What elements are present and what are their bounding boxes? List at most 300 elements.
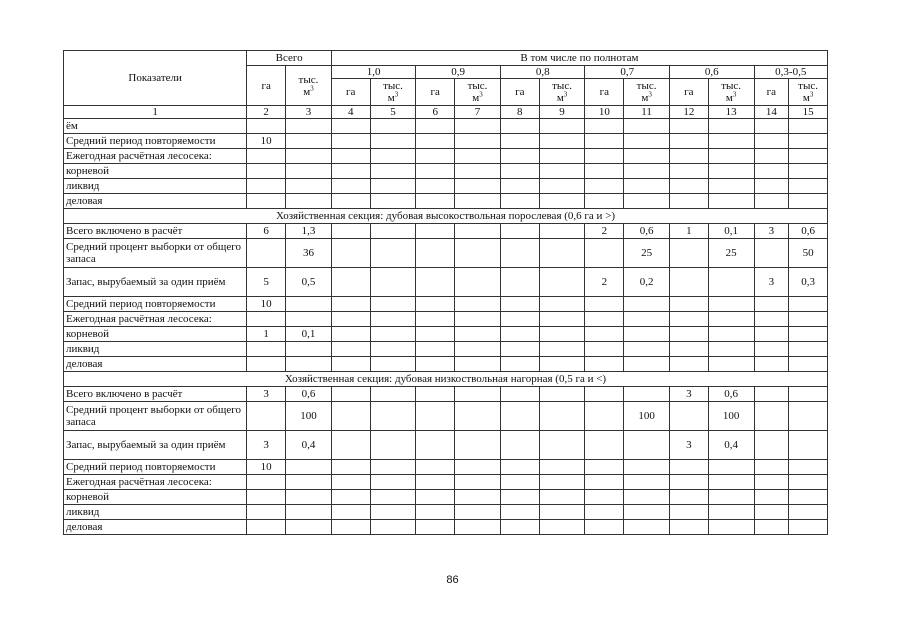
table-cell <box>455 312 501 327</box>
row-label: Запас, вырубаемый за один приём <box>64 431 247 460</box>
table-cell <box>370 149 416 164</box>
header-unit-ha-4: га <box>670 79 709 106</box>
table-cell <box>286 505 332 520</box>
table-row <box>64 179 828 194</box>
header-unit-vol-2 <box>539 79 585 106</box>
header-total-vol <box>286 66 332 106</box>
row-label: Ежегодная расчётная лесосека: <box>64 149 247 164</box>
table-cell <box>789 134 828 149</box>
header-unit-ha-5: га <box>754 79 789 106</box>
table-cell <box>789 357 828 372</box>
row-label: ликвид <box>64 342 247 357</box>
table-cell <box>370 119 416 134</box>
table-cell <box>624 490 670 505</box>
table-cell <box>247 149 286 164</box>
table-cell <box>789 327 828 342</box>
header-density-1: 0,9 <box>416 66 501 79</box>
col-number-7: 7 <box>455 106 501 119</box>
table-cell: 0,3 <box>789 268 828 297</box>
table-cell <box>286 475 332 490</box>
table-cell <box>670 402 709 431</box>
table-cell <box>539 490 585 505</box>
table-cell <box>416 134 455 149</box>
table-cell <box>789 179 828 194</box>
table-cell <box>370 402 416 431</box>
table-cell <box>624 149 670 164</box>
table-cell <box>708 149 754 164</box>
table-cell <box>754 327 789 342</box>
table-cell <box>416 460 455 475</box>
table-cell <box>286 164 332 179</box>
header-unit-vol-4 <box>708 79 754 106</box>
table-cell <box>247 357 286 372</box>
table-cell <box>455 357 501 372</box>
table-cell: 1 <box>670 224 709 239</box>
table-cell <box>754 520 789 535</box>
table-cell <box>585 297 624 312</box>
header-unit-ha-2: га <box>500 79 539 106</box>
table-cell <box>247 490 286 505</box>
table-row <box>64 490 828 505</box>
header-total: Всего <box>247 51 332 66</box>
table-cell <box>500 268 539 297</box>
table-cell: 3 <box>247 387 286 402</box>
table-cell: 10 <box>247 297 286 312</box>
table-cell <box>754 149 789 164</box>
table-cell <box>455 119 501 134</box>
section-row <box>64 209 828 224</box>
table-cell <box>455 342 501 357</box>
row-label: корневой <box>64 164 247 179</box>
table-cell <box>708 134 754 149</box>
table-cell <box>416 505 455 520</box>
table-cell <box>500 119 539 134</box>
table-cell <box>754 490 789 505</box>
table-cell: 1 <box>247 327 286 342</box>
table-cell <box>286 520 332 535</box>
table-cell: 0,4 <box>708 431 754 460</box>
table-cell <box>247 520 286 535</box>
table-cell <box>286 119 332 134</box>
unit-vol-text: тыс. <box>636 80 657 92</box>
table-cell <box>585 312 624 327</box>
table-cell <box>286 179 332 194</box>
table-cell <box>585 490 624 505</box>
table-cell <box>585 431 624 460</box>
header-row-1 <box>64 51 828 66</box>
unit-exp-text: 3 <box>732 90 737 99</box>
table-row <box>64 119 828 134</box>
table-row <box>64 149 828 164</box>
table-cell <box>500 179 539 194</box>
table-cell <box>331 268 370 297</box>
table-cell <box>670 194 709 209</box>
table-cell <box>500 342 539 357</box>
row-label: Ежегодная расчётная лесосека: <box>64 475 247 490</box>
table-cell <box>247 239 286 268</box>
table-row <box>64 342 828 357</box>
col-number-13: 13 <box>708 106 754 119</box>
table-cell: 0,4 <box>286 431 332 460</box>
table-cell <box>455 224 501 239</box>
table-cell <box>286 312 332 327</box>
table-cell <box>455 297 501 312</box>
table-cell <box>500 387 539 402</box>
table-cell <box>539 431 585 460</box>
table-cell <box>708 460 754 475</box>
table-cell <box>708 520 754 535</box>
table-cell <box>370 327 416 342</box>
table-cell <box>670 119 709 134</box>
table-cell <box>585 460 624 475</box>
table-cell <box>455 327 501 342</box>
table-cell <box>247 312 286 327</box>
table-cell <box>455 490 501 505</box>
table-cell: 0,1 <box>286 327 332 342</box>
table-cell <box>247 505 286 520</box>
row-label: корневой <box>64 490 247 505</box>
table-cell <box>754 164 789 179</box>
table-cell <box>416 357 455 372</box>
unit-vol-text: тыс. <box>383 80 403 92</box>
table-cell <box>789 520 828 535</box>
table-cell <box>416 268 455 297</box>
table-cell: 0,6 <box>789 224 828 239</box>
table-cell: 25 <box>708 239 754 268</box>
table-cell <box>754 357 789 372</box>
table-cell <box>286 149 332 164</box>
unit-vol-text: тыс. <box>721 80 742 92</box>
table-cell <box>500 239 539 268</box>
header-unit-vol-0 <box>370 79 416 106</box>
table-cell <box>670 268 709 297</box>
table-cell <box>331 387 370 402</box>
unit-exp-text: 3 <box>809 90 814 99</box>
table-cell <box>708 327 754 342</box>
table-cell <box>624 312 670 327</box>
table-cell: 36 <box>286 239 332 268</box>
row-label: деловая <box>64 357 247 372</box>
table-cell <box>539 179 585 194</box>
table-cell <box>670 179 709 194</box>
table-cell <box>455 164 501 179</box>
table-cell <box>585 357 624 372</box>
table-cell <box>624 119 670 134</box>
table-cell <box>670 327 709 342</box>
table-cell <box>331 520 370 535</box>
table-cell <box>416 149 455 164</box>
row-label: деловая <box>64 194 247 209</box>
table-cell <box>789 475 828 490</box>
table-cell <box>754 179 789 194</box>
table-cell <box>455 475 501 490</box>
table-cell <box>331 179 370 194</box>
table-cell: 3 <box>670 431 709 460</box>
table-cell <box>624 505 670 520</box>
table-cell <box>585 194 624 209</box>
table-row <box>64 460 828 475</box>
table-cell <box>708 357 754 372</box>
table-cell <box>754 194 789 209</box>
table-cell <box>247 475 286 490</box>
table-cell: 10 <box>247 460 286 475</box>
table-cell: 2 <box>585 224 624 239</box>
section-title: Хозяйственная секция: дубовая высокоствольная порослевая (0,6 га и >) <box>64 209 828 224</box>
table-row <box>64 431 828 460</box>
col-number-8: 8 <box>500 106 539 119</box>
table-cell: 3 <box>754 224 789 239</box>
table-cell <box>754 342 789 357</box>
table-cell <box>789 431 828 460</box>
table-cell <box>455 194 501 209</box>
table-cell <box>624 327 670 342</box>
table-row <box>64 239 828 268</box>
table-cell <box>370 224 416 239</box>
table-row <box>64 520 828 535</box>
table-cell <box>370 505 416 520</box>
table-cell <box>754 460 789 475</box>
table-cell: 100 <box>624 402 670 431</box>
table-cell <box>286 297 332 312</box>
unit-m-text: м <box>387 92 395 104</box>
table-cell <box>624 387 670 402</box>
table-cell <box>286 134 332 149</box>
table-cell <box>416 224 455 239</box>
col-number-10: 10 <box>585 106 624 119</box>
header-unit-vol-1 <box>455 79 501 106</box>
unit-vol-text: тыс. <box>298 73 319 86</box>
table-cell: 0,6 <box>286 387 332 402</box>
table-cell <box>624 342 670 357</box>
table-cell <box>624 431 670 460</box>
col-number-11: 11 <box>624 106 670 119</box>
table-cell <box>331 431 370 460</box>
table-cell <box>539 387 585 402</box>
table-cell <box>416 239 455 268</box>
table-cell <box>585 505 624 520</box>
table-cell <box>416 342 455 357</box>
table-cell <box>585 134 624 149</box>
col-number-1: 1 <box>64 106 247 119</box>
table-cell <box>670 357 709 372</box>
table-row <box>64 268 828 297</box>
row-label: Средний период повторяемости <box>64 460 247 475</box>
table-cell: 2 <box>585 268 624 297</box>
table-row <box>64 327 828 342</box>
table-row <box>64 402 828 431</box>
table-cell <box>754 402 789 431</box>
table-cell: 3 <box>754 268 789 297</box>
table-cell <box>286 460 332 475</box>
table-cell <box>624 179 670 194</box>
section-title: Хозяйственная секция: дубовая низкоствольная нагорная (0,5 га и <) <box>64 372 828 387</box>
table-cell <box>789 460 828 475</box>
table-cell <box>416 402 455 431</box>
unit-exp-text: 3 <box>394 90 399 99</box>
table-cell <box>585 164 624 179</box>
col-number-6: 6 <box>416 106 455 119</box>
table-cell <box>370 239 416 268</box>
table-cell <box>370 342 416 357</box>
table-cell <box>789 505 828 520</box>
table-cell <box>500 224 539 239</box>
table-cell: 3 <box>670 387 709 402</box>
table-cell <box>286 194 332 209</box>
table-cell <box>754 505 789 520</box>
table-cell <box>416 327 455 342</box>
table-cell <box>500 312 539 327</box>
table-cell <box>585 475 624 490</box>
header-density-2: 0,8 <box>500 66 585 79</box>
table-cell <box>416 312 455 327</box>
table-cell <box>624 520 670 535</box>
table-cell <box>331 239 370 268</box>
table-cell <box>585 342 624 357</box>
table-cell <box>331 490 370 505</box>
unit-m-text: м <box>472 92 480 104</box>
table-cell <box>754 239 789 268</box>
table-cell: 0,5 <box>286 268 332 297</box>
table-cell <box>331 297 370 312</box>
table-cell <box>416 431 455 460</box>
table-cell <box>455 460 501 475</box>
table-cell <box>286 342 332 357</box>
table-cell <box>331 475 370 490</box>
table-cell <box>754 312 789 327</box>
table-cell: 10 <box>247 134 286 149</box>
table-cell <box>500 505 539 520</box>
table-cell <box>539 520 585 535</box>
table-cell <box>789 164 828 179</box>
table-cell: 25 <box>624 239 670 268</box>
table-cell <box>789 297 828 312</box>
table-cell <box>539 342 585 357</box>
table-body <box>64 51 828 535</box>
table-cell <box>539 194 585 209</box>
table-cell <box>370 134 416 149</box>
table-cell <box>500 327 539 342</box>
col-number-14: 14 <box>754 106 789 119</box>
header-unit-ha-0: га <box>331 79 370 106</box>
col-number-15: 15 <box>789 106 828 119</box>
table-cell <box>585 520 624 535</box>
row-label: Средний процент выборки от общего запаса <box>64 402 247 431</box>
unit-m-text: м <box>641 92 649 104</box>
table-cell <box>539 475 585 490</box>
row-label: Средний период повторяемости <box>64 134 247 149</box>
table-cell <box>670 520 709 535</box>
table-cell <box>789 402 828 431</box>
table-cell <box>416 119 455 134</box>
table-cell <box>331 194 370 209</box>
table-cell <box>500 149 539 164</box>
unit-vol-text: тыс. <box>798 80 818 92</box>
table-cell <box>331 342 370 357</box>
header-density-3: 0,7 <box>585 66 670 79</box>
row-label: Средний процент выборки от общего запаса <box>64 239 247 268</box>
unit-exp-text: 3 <box>479 90 483 99</box>
table-cell: 100 <box>708 402 754 431</box>
table-cell <box>585 119 624 134</box>
table-cell <box>455 520 501 535</box>
table-cell <box>247 342 286 357</box>
table-cell <box>455 431 501 460</box>
table-row <box>64 224 828 239</box>
table-cell <box>539 460 585 475</box>
table-cell <box>754 119 789 134</box>
table-cell <box>670 460 709 475</box>
table-cell <box>370 297 416 312</box>
table-cell <box>331 119 370 134</box>
table-cell <box>789 490 828 505</box>
table-cell <box>789 312 828 327</box>
table-cell <box>286 490 332 505</box>
table-cell <box>670 505 709 520</box>
table-cell <box>670 239 709 268</box>
header-indicators: Показатели <box>64 51 247 106</box>
unit-vol-text: тыс. <box>552 80 572 92</box>
table-cell <box>708 194 754 209</box>
header-unit-vol-3 <box>624 79 670 106</box>
table-cell <box>455 268 501 297</box>
table-cell <box>247 194 286 209</box>
header-by-density: В том числе по полнотам <box>331 51 827 66</box>
table-cell <box>500 357 539 372</box>
section-row <box>64 372 828 387</box>
table-cell <box>539 297 585 312</box>
table-cell: 0,2 <box>624 268 670 297</box>
table-cell <box>500 164 539 179</box>
table-cell <box>331 149 370 164</box>
table-cell <box>455 179 501 194</box>
table-cell <box>539 505 585 520</box>
table-cell <box>370 268 416 297</box>
table-cell <box>708 119 754 134</box>
col-number-5: 5 <box>370 106 416 119</box>
unit-exp-text: 3 <box>310 83 314 92</box>
table-cell <box>539 312 585 327</box>
table-cell <box>585 179 624 194</box>
table-cell <box>539 149 585 164</box>
table-cell <box>539 239 585 268</box>
table-cell <box>370 312 416 327</box>
table-cell <box>670 164 709 179</box>
row-label: ликвид <box>64 505 247 520</box>
table-cell <box>500 475 539 490</box>
table-cell <box>370 179 416 194</box>
table-cell: 5 <box>247 268 286 297</box>
col-number-3: 3 <box>286 106 332 119</box>
table-cell <box>708 312 754 327</box>
table-cell <box>789 387 828 402</box>
table-cell <box>670 475 709 490</box>
col-number-9: 9 <box>539 106 585 119</box>
table-cell: 3 <box>247 431 286 460</box>
table-cell <box>500 520 539 535</box>
table-cell <box>500 490 539 505</box>
table-cell <box>754 475 789 490</box>
header-density-0: 1,0 <box>331 66 416 79</box>
table-cell <box>331 134 370 149</box>
row-label: Всего включено в расчёт <box>64 224 247 239</box>
table-row <box>64 297 828 312</box>
table-cell <box>624 357 670 372</box>
table-cell <box>789 194 828 209</box>
table-cell <box>708 268 754 297</box>
header-density-4: 0,6 <box>670 66 755 79</box>
table-cell <box>539 164 585 179</box>
table-cell <box>754 431 789 460</box>
